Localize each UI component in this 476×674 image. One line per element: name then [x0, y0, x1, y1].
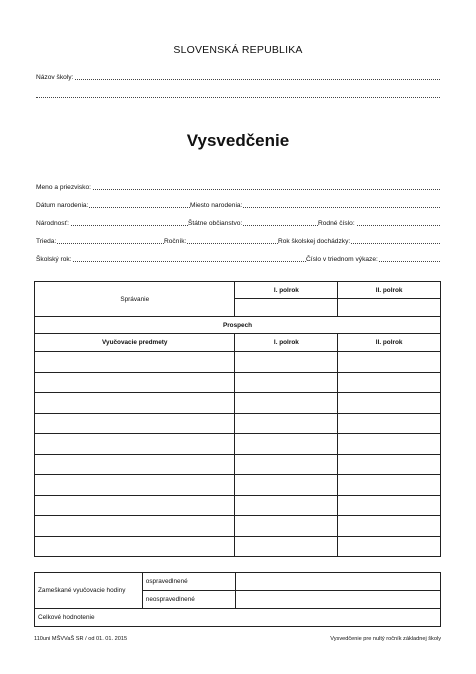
table-row [35, 352, 441, 373]
grade-cell[interactable] [235, 434, 338, 455]
document-title: Vysvedčenie [186, 131, 290, 150]
school-year-row [36, 254, 440, 266]
unexcused-value-cell[interactable] [235, 591, 440, 609]
grades-table [34, 281, 441, 557]
name-label: Meno a priezvisko: [36, 182, 92, 194]
grade-cell[interactable] [338, 536, 441, 557]
grade-cell[interactable] [338, 372, 441, 393]
table-row [35, 317, 441, 334]
table-row [35, 454, 441, 475]
nationality-label: Národnosť: [36, 218, 70, 230]
grade-cell[interactable] [235, 516, 338, 537]
grade-cell[interactable] [235, 352, 338, 373]
table-row [35, 393, 441, 414]
class-row [36, 236, 440, 248]
subject-cell[interactable] [35, 516, 235, 537]
table-row [35, 413, 441, 434]
nationality-row [36, 218, 440, 230]
dotted-line [36, 261, 440, 262]
grade-cell[interactable] [235, 495, 338, 516]
birth-row [36, 200, 440, 212]
table-row [35, 573, 441, 591]
grade-cell[interactable] [338, 434, 441, 455]
subject-cell[interactable] [35, 434, 235, 455]
unexcused-label: neospravedlnené [142, 591, 235, 609]
table-row [35, 536, 441, 557]
table-row [35, 282, 441, 299]
citizenship-label: Štátne občianstvo: [188, 218, 243, 230]
grade-cell[interactable] [338, 475, 441, 496]
table-row [35, 434, 441, 455]
year-label: Ročník: [164, 236, 187, 248]
section-header: Prospech [35, 317, 441, 334]
grade-cell[interactable] [338, 413, 441, 434]
dotted-line [36, 79, 440, 80]
overall-evaluation-label: Celkové hodnotenie [35, 609, 441, 627]
grade-cell[interactable] [338, 454, 441, 475]
footer-right: Vysvedčenie pre nultý ročník základnej školy [330, 636, 441, 642]
table-row [35, 609, 441, 627]
behavior-label: Správanie [35, 282, 235, 317]
school-name-line-2 [36, 90, 440, 102]
table-row [35, 334, 441, 352]
dotted-line [36, 243, 440, 244]
class-book-number-label: Číslo v triednom výkaze: [306, 254, 379, 266]
behavior-first-half-cell[interactable] [235, 299, 338, 317]
footer-left: 110uni MŠVVaŠ SR / od 01. 01. 2015 [34, 636, 128, 642]
second-half-header: II. polrok [338, 282, 441, 299]
table-row [35, 495, 441, 516]
first-half-header: I. polrok [235, 282, 338, 299]
subject-cell[interactable] [35, 475, 235, 496]
subject-cell[interactable] [35, 393, 235, 414]
country-heading: SLOVENSKÁ REPUBLIKA [173, 44, 303, 56]
absence-table [34, 572, 441, 627]
table-row [35, 372, 441, 393]
subject-cell[interactable] [35, 536, 235, 557]
grade-cell[interactable] [235, 413, 338, 434]
behavior-second-half-cell[interactable] [338, 299, 441, 317]
birth-place-label: Miesto narodenia: [190, 200, 243, 212]
table-row [35, 516, 441, 537]
school-name-line [36, 72, 440, 84]
school-name-label: Názov školy: [36, 72, 74, 84]
subject-cell[interactable] [35, 495, 235, 516]
grade-cell[interactable] [235, 475, 338, 496]
name-row [36, 182, 440, 194]
subject-cell[interactable] [35, 413, 235, 434]
attendance-year-label: Rok školskej dochádzky: [278, 236, 351, 248]
first-half-header: I. polrok [235, 334, 338, 352]
subject-cell[interactable] [35, 372, 235, 393]
excused-label: ospravedlnené [142, 573, 235, 591]
grade-cell[interactable] [235, 454, 338, 475]
grade-cell[interactable] [338, 495, 441, 516]
grade-cell[interactable] [338, 516, 441, 537]
subject-cell[interactable] [35, 454, 235, 475]
second-half-header: II. polrok [338, 334, 441, 352]
school-year-label: Školský rok: [36, 254, 73, 266]
grade-cell[interactable] [338, 393, 441, 414]
dotted-line [36, 97, 440, 98]
subject-cell[interactable] [35, 352, 235, 373]
birth-date-label: Dátum narodenia: [36, 200, 89, 212]
missed-hours-label: Zameškané vyučovacie hodiny [35, 573, 143, 609]
subjects-header: Vyučovacie predmety [35, 334, 235, 352]
class-label: Trieda: [36, 236, 57, 248]
grade-cell[interactable] [235, 372, 338, 393]
grade-cell[interactable] [235, 536, 338, 557]
birth-number-label: Rodné číslo: [318, 218, 356, 230]
grade-cell[interactable] [235, 393, 338, 414]
dotted-line [36, 189, 440, 190]
excused-value-cell[interactable] [235, 573, 440, 591]
table-row [35, 475, 441, 496]
grade-cell[interactable] [338, 352, 441, 373]
